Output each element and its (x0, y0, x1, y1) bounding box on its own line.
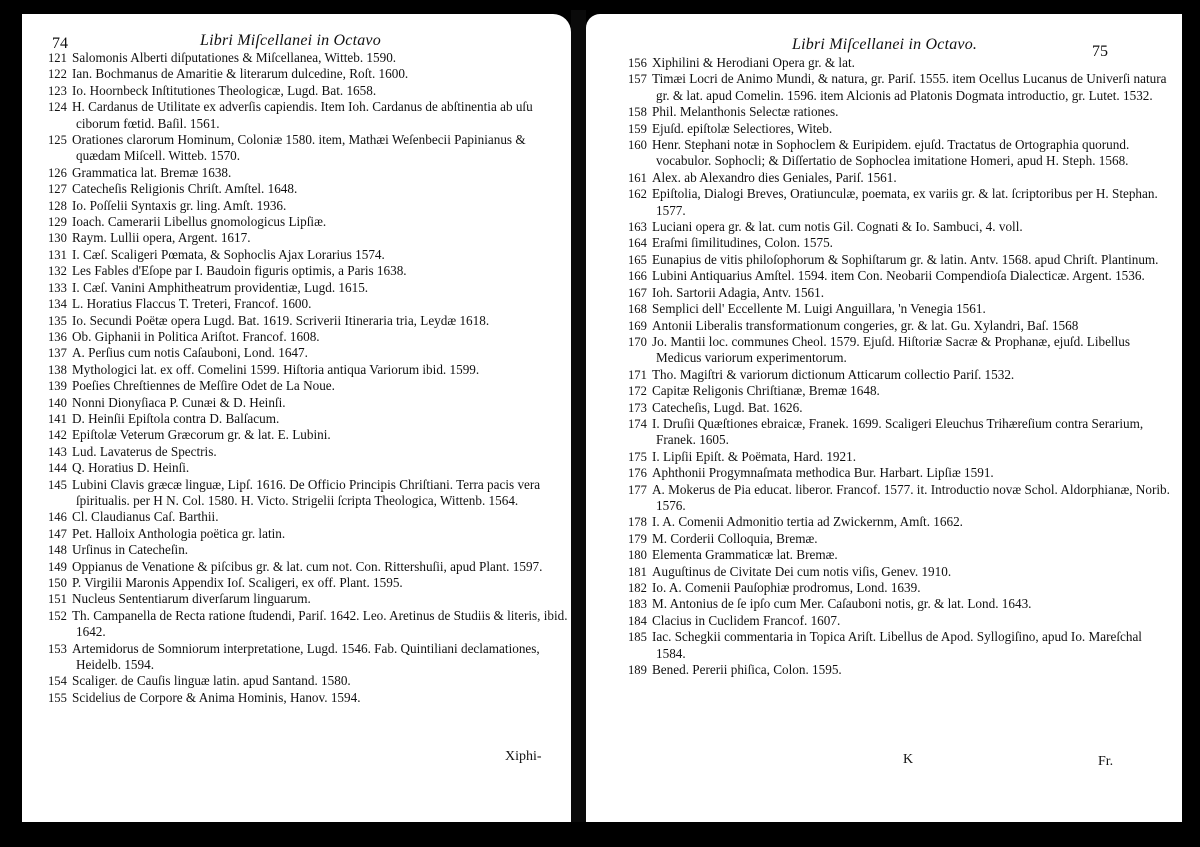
entry-number: 143 (48, 444, 67, 459)
entry-number: 180 (628, 548, 647, 563)
entry-text: Raym. Lullii opera, Argent. 1617. (72, 230, 251, 246)
right-entry-list (628, 55, 1174, 678)
entry-number: 133 (48, 280, 67, 295)
catalog-entry (48, 50, 568, 66)
catalog-entry (48, 214, 568, 230)
catalog-entry (628, 285, 1174, 301)
catalog-entry (628, 235, 1174, 251)
entry-number: 130 (48, 231, 67, 246)
entry-text: Lud. Lavaterus de Spectris. (72, 443, 217, 459)
entry-number: 125 (48, 133, 67, 148)
entry-text: Eunapius de vitis philoſophorum & Sophiſtarum gr. & latin. Antv. 1568. apud Chriſt. Plantinum. (652, 251, 1159, 267)
entry-number: 141 (48, 411, 67, 426)
entry-number: 173 (628, 400, 647, 415)
catalog-entry (48, 690, 568, 706)
catalog-entry (48, 411, 568, 427)
catalog-entry (628, 629, 1174, 662)
entry-number: 122 (48, 67, 67, 82)
entry-number: 142 (48, 428, 67, 443)
entry-text: I. A. Comenii Admonitio tertia ad Zwickernm, Amſt. 1662. (652, 514, 963, 530)
catalog-entry (48, 247, 568, 263)
entry-text: Ioach. Camerarii Libellus gnomologicus Lipſiæ. (72, 214, 327, 230)
entry-text: Aphthonii Progymnaſmata methodica Bur. Harbart. Lipſiæ 1591. (652, 465, 994, 481)
entry-number: 129 (48, 215, 67, 230)
catalog-entry (628, 416, 1174, 449)
catalog-entry (48, 263, 568, 279)
running-head-left: Libri Miſcellanei in Octavo (200, 32, 381, 49)
entry-text: A. Mokerus de Pia educat. liberor. Francof. 1577. it. Introductio novæ Schol. Aldorphianæ, Norib. 1576. (652, 481, 1170, 513)
entry-text: Luciani opera gr. & lat. cum notis Gil. Cognati & Io. Sambuci, 4. voll. (652, 219, 1023, 235)
entry-text: Ian. Bochmanus de Amaritie & literarum dulcedine, Roſt. 1600. (72, 66, 409, 82)
catalog-entry (628, 547, 1174, 563)
entry-number: 126 (48, 165, 67, 180)
entry-number: 160 (628, 138, 647, 153)
entry-number: 159 (628, 121, 647, 136)
catalog-entry (48, 83, 568, 99)
entry-text: H. Cardanus de Utilitate ex adverſis capiendis. Item Ioh. Cardanus de abſtinentia ab uſu ciborum fœtid. Baſil. 1561. (72, 99, 533, 131)
entry-number: 169 (628, 318, 647, 333)
catalog-entry (48, 362, 568, 378)
entry-number: 128 (48, 198, 67, 213)
entry-text: Ob. Giphanii in Politica Ariſtot. Francof. 1608. (72, 328, 320, 344)
catalog-entry (628, 334, 1174, 367)
entry-text: Orationes clarorum Hominum, Coloniæ 1580. item, Mathæi Weſenbecii Papinianus & quædam Miſcell. Witteb. 1570. (72, 132, 526, 164)
catalog-entry (628, 564, 1174, 580)
catalog-entry (628, 514, 1174, 530)
entry-number: 131 (48, 247, 67, 262)
entry-text: M. Antonius de ſe ipſo cum Mer. Caſauboni notis, gr. & lat. Lond. 1643. (652, 596, 1032, 612)
catalog-entry (628, 482, 1174, 515)
entry-number: 124 (48, 100, 67, 115)
entry-text: Alex. ab Alexandro dies Geniales, Pariſ. 1561. (652, 169, 897, 185)
running-head-right: Libri Miſcellanei in Octavo. (792, 36, 978, 53)
catalog-entry (48, 395, 568, 411)
entry-number: 146 (48, 510, 67, 525)
catalog-entry (628, 367, 1174, 383)
catalog-entry (628, 252, 1174, 268)
entry-text: Nucleus Sententiarum diverſarum linguarum. (72, 591, 311, 607)
catalog-entry (48, 280, 568, 296)
entry-text: Urſinus in Catecheſin. (72, 542, 189, 558)
catalog-entry (48, 66, 568, 82)
entry-text: Grammatica lat. Bremæ 1638. (72, 164, 232, 180)
left-entry-list (48, 50, 568, 706)
entry-text: Capitæ Religonis Chriſtianæ, Bremæ 1648. (652, 383, 880, 399)
catalog-entry (628, 613, 1174, 629)
entry-text: I. Cæſ. Vanini Amphitheatrum providentiæ, Lugd. 1615. (72, 279, 369, 295)
entry-number: 166 (628, 269, 647, 284)
entry-text: Q. Horatius D. Heinſi. (72, 460, 190, 476)
entry-number: 163 (628, 220, 647, 235)
entry-text: Io. A. Comenii Pauſophiæ prodromus, Lond. 1639. (652, 580, 921, 595)
entry-number: 184 (628, 613, 647, 628)
entry-number: 181 (628, 564, 647, 579)
entry-text: Lubini Clavis græcæ linguæ, Lipſ. 1616. De Officio Principis Chriſtiani. Terra pacis vera ſpiritualis. per H N. Col. 1580. H. Victo. Strigelii ſcripta Theologica, Wittenb. 1564. (72, 476, 541, 508)
entry-text: Th. Campanella de Recta ratione ſtudendi, Pariſ. 1642. Leo. Aretinus de Studiis & literis, ibid. 1642. (72, 607, 568, 640)
catalog-entry (628, 318, 1174, 334)
catalog-entry (48, 575, 568, 591)
entry-text: P. Virgilii Maronis Appendix Ioſ. Scaligeri, ex off. Plant. 1595. (72, 575, 403, 590)
entry-number: 132 (48, 264, 67, 279)
catalog-entry (48, 608, 568, 641)
entry-number: 127 (48, 182, 67, 197)
catalog-entry (628, 531, 1174, 547)
entry-number: 185 (628, 630, 647, 645)
entry-number: 154 (48, 674, 67, 689)
catalog-entry (628, 104, 1174, 120)
entry-number: 148 (48, 543, 67, 558)
entry-number: 170 (628, 334, 647, 349)
left-page (22, 14, 571, 822)
entry-number: 150 (48, 576, 67, 590)
entry-text: Artemidorus de Somniorum interpretatione, Lugd. 1546. Fab. Quintiliani declamationes, Heidelb. 1594. (72, 640, 540, 673)
entry-number: 174 (628, 416, 647, 431)
page-number-left: 74 (52, 35, 68, 52)
catalog-entry (48, 477, 568, 510)
entry-number: 179 (628, 531, 647, 546)
entry-text: Clacius in Cuclidem Francof. 1607. (652, 612, 841, 628)
catalog-entry (628, 186, 1174, 219)
entry-number: 157 (628, 72, 647, 87)
catalog-entry (48, 99, 568, 132)
entry-number: 175 (628, 449, 647, 464)
entry-number: 137 (48, 346, 67, 361)
entry-number: 178 (628, 515, 647, 530)
catalog-entry (48, 198, 568, 214)
entry-number: 123 (48, 83, 67, 98)
catalog-entry (48, 230, 568, 246)
entry-text: Poeſies Chreſtiennes de Meſſire Odet de La Noue. (72, 378, 335, 394)
catalog-entry (628, 71, 1174, 104)
catalog-entry (628, 596, 1174, 612)
entry-number: 136 (48, 329, 67, 344)
entry-number: 164 (628, 236, 647, 251)
catalog-entry (628, 219, 1174, 235)
entry-text: D. Heinſii Epiſtola contra D. Balſacum. (72, 410, 280, 426)
catalog-entry (48, 132, 568, 165)
catalog-entry (48, 329, 568, 345)
right-page (586, 14, 1182, 822)
entry-text: Iac. Schegkii commentaria in Topica Ariſt. Libellus de Apod. Syllogiſino, apud Io. Mareſchal 1584. (652, 629, 1142, 661)
catalog-entry (628, 55, 1174, 71)
entry-text: Pet. Halloix Anthologia poëtica gr. latin. (72, 525, 286, 541)
entry-text: Lubini Antiquarius Amſtel. 1594. item Con. Neobarii Compendioſa Dialecticæ. Argent. 1536. (652, 268, 1145, 284)
entry-text: Io. Hoornbeck Inſtitutiones Theologicæ, Lugd. Bat. 1658. (72, 82, 377, 98)
catalog-entry (628, 400, 1174, 416)
catchword-left: Xiphi- (505, 749, 542, 764)
catalog-entry (48, 559, 568, 575)
entry-text: Jo. Mantii loc. communes Cheol. 1579. Ejuſd. Hiſtoriæ Sacræ & Prophanæ, ejuſd. Libellus Medicus variorum experimentorum. (652, 333, 1131, 366)
entry-number: 140 (48, 395, 67, 410)
entry-number: 176 (628, 466, 647, 481)
entry-text: Bened. Pererii phiſica, Colon. 1595. (652, 662, 842, 678)
catalog-entry (628, 170, 1174, 186)
catalog-entry (48, 460, 568, 476)
entry-number: 177 (628, 482, 647, 497)
catalog-entry (628, 121, 1174, 137)
entry-text: Ejuſd. epiſtolæ Selectiores, Witeb. (652, 120, 833, 136)
entry-text: Epiſtolia, Dialogi Breves, Oratiunculæ, poemata, ex variis gr. & lat. ſcriptoribus per H. Stephan. 1577. (652, 186, 1158, 218)
catalog-entry (48, 444, 568, 460)
entry-text: Auguſtinus de Civitate Dei cum notis viſis, Genev. 1910. (652, 563, 952, 579)
entry-number: 167 (628, 285, 647, 300)
entry-text: Scidelius de Corpore & Anima Hominis, Hanov. 1594. (72, 689, 361, 705)
book-gutter (571, 10, 586, 825)
catalog-entry (628, 465, 1174, 481)
entry-number: 139 (48, 379, 67, 394)
entry-text: Salomonis Alberti diſputationes & Miſcellanea, Witteb. 1590. (72, 50, 397, 65)
catalog-entry (48, 641, 568, 674)
entry-text: Nonni Dionyſiaca P. Cunæi & D. Heinſi. (72, 394, 286, 410)
entry-text: Antonii Liberalis transformationum congeries, gr. & lat. Gu. Xylandri, Baſ. 1568 (652, 317, 1079, 333)
entry-number: 155 (48, 690, 67, 705)
entry-text: Epiſtolæ Veterum Græcorum gr. & lat. E. Lubini. (72, 427, 331, 443)
entry-text: Catecheſis, Lugd. Bat. 1626. (652, 399, 803, 415)
entry-text: Cl. Claudianus Caſ. Barthii. (72, 509, 219, 525)
catalog-entry (628, 449, 1174, 465)
catalog-entry (628, 662, 1174, 678)
entry-text: Phil. Melanthonis Selectæ rationes. (652, 104, 839, 120)
catalog-entry (48, 378, 568, 394)
entry-number: 172 (628, 384, 647, 399)
entry-text: Xiphilini & Herodiani Opera gr. & lat. (652, 55, 855, 70)
catalog-entry (48, 345, 568, 361)
entry-number: 161 (628, 170, 647, 185)
catalog-entry (628, 301, 1174, 317)
entry-text: M. Corderii Colloquia, Bremæ. (652, 530, 818, 546)
entry-number: 189 (628, 663, 647, 678)
entry-text: Tho. Magiſtri & variorum dictionum Atticarum collectio Pariſ. 1532. (652, 366, 1015, 382)
page-number-right: 75 (1092, 43, 1108, 60)
entry-text: Eraſmi ſimilitudines, Colon. 1575. (652, 235, 833, 251)
entry-number: 158 (628, 105, 647, 120)
catalog-entry (48, 427, 568, 443)
entry-number: 147 (48, 526, 67, 541)
catalog-entry (48, 313, 568, 329)
entry-number: 168 (628, 302, 647, 317)
entry-text: Mythologici lat. ex off. Comelini 1599. Hiſtoria antiqua Variorum ibid. 1599. (72, 361, 480, 377)
catchword-right: Fr. (1098, 754, 1114, 769)
catalog-entry (48, 296, 568, 312)
entry-text: Les Fables d'Eſope par I. Baudoin figuris optimis, a Paris 1638. (72, 263, 407, 279)
entry-number: 156 (628, 56, 647, 70)
catalog-entry (628, 268, 1174, 284)
entry-number: 145 (48, 477, 67, 492)
entry-number: 134 (48, 297, 67, 312)
entry-number: 149 (48, 559, 67, 574)
entry-text: Io. Secundi Poëtæ opera Lugd. Bat. 1619. Scriverii Itineraria tria, Leydæ 1618. (72, 312, 490, 328)
entry-text: Elementa Grammaticæ lat. Bremæ. (652, 547, 838, 563)
signature-mark: K (903, 752, 914, 767)
entry-number: 171 (628, 367, 647, 382)
entry-number: 183 (628, 597, 647, 612)
catalog-entry (628, 580, 1174, 596)
entry-number: 121 (48, 51, 67, 65)
entry-text: Henr. Stephani notæ in Sophoclem & Euripidem. ejuſd. Tractatus de Ortographia quorund. vocabulor. Sophocli; & Diſſertatio de Sophoclea imitatione Homeri, apud H. Steph. 1568. (652, 137, 1130, 169)
entry-number: 165 (628, 252, 647, 267)
catalog-entry (48, 542, 568, 558)
catalog-entry (628, 383, 1174, 399)
entry-number: 153 (48, 641, 67, 656)
entry-number: 144 (48, 461, 67, 476)
catalog-entry (48, 591, 568, 607)
catalog-entry (48, 181, 568, 197)
catalog-entry (48, 526, 568, 542)
catalog-entry (48, 509, 568, 525)
entry-text: Ioh. Sartorii Adagia, Antv. 1561. (652, 284, 825, 300)
entry-number: 182 (628, 581, 647, 595)
entry-text: Semplici dell' Eccellente M. Luigi Anguillara, 'n Venegia 1561. (652, 301, 986, 317)
entry-text: Scaliger. de Cauſis linguæ latin. apud Santand. 1580. (72, 673, 351, 689)
entry-number: 162 (628, 187, 647, 202)
entry-text: A. Perſius cum notis Caſauboni, Lond. 1647. (72, 345, 308, 361)
entry-number: 138 (48, 362, 67, 377)
entry-text: I. Druſii Quæſtiones ebraicæ, Franek. 1699. Scaligeri Eleuchus Trihæreſium contra Serarium, Franek. 1605. (652, 415, 1144, 448)
entry-text: I. Cæſ. Scaligeri Pœmata, & Sophoclis Ajax Lorarius 1574. (72, 246, 385, 262)
entry-number: 151 (48, 592, 67, 607)
catalog-entry (48, 673, 568, 689)
entry-text: I. Lipſii Epiſt. & Poëmata, Hard. 1921. (652, 448, 857, 464)
entry-text: Timæi Locri de Animo Mundi, & natura, gr. Pariſ. 1555. item Ocellus Lucanus de Univerſi natura gr. & lat. apud Comelin. 1596. item Alcionis ad Platonis Dogmata introductio, gr. Lutet. 1532. (652, 71, 1167, 103)
entry-text: L. Horatius Flaccus T. Treteri, Francof. 1600. (72, 296, 312, 312)
catalog-entry (628, 137, 1174, 170)
catalog-entry (48, 165, 568, 181)
entry-text: Io. Poſſelii Syntaxis gr. ling. Amſt. 1936. (72, 197, 287, 213)
entry-number: 135 (48, 313, 67, 328)
entry-text: Catecheſis Religionis Chriſt. Amſtel. 1648. (72, 181, 298, 197)
entry-number: 152 (48, 608, 67, 623)
entry-text: Oppianus de Venatione & piſcibus gr. & lat. cum not. Con. Rittershuſii, apud Plant. 1597. (72, 558, 543, 574)
scan-border (0, 822, 1200, 847)
